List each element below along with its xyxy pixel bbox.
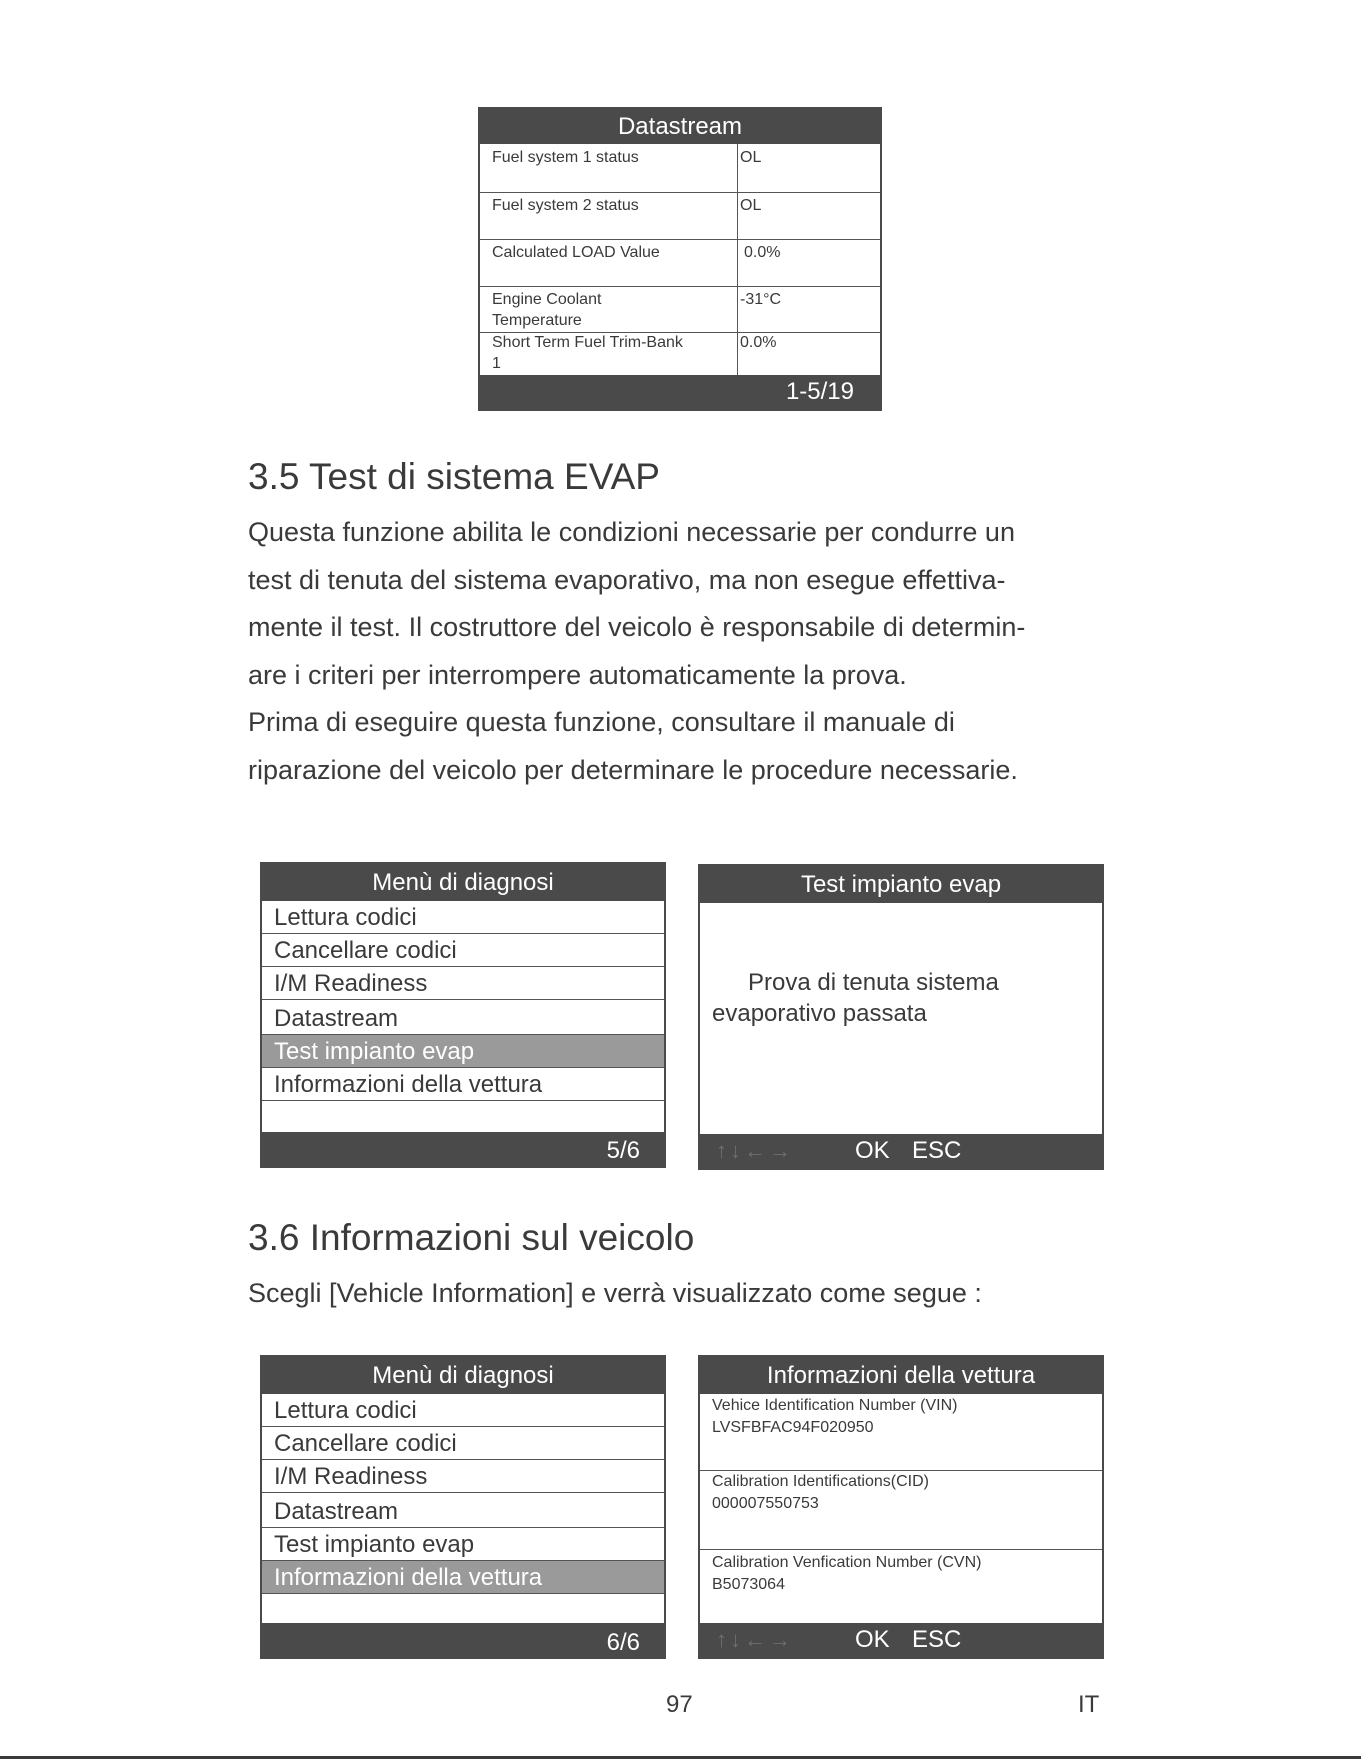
cid-label: Calibration Identifications(CID) bbox=[712, 1473, 929, 1490]
vin-value: LVSFBFAC94F020950 bbox=[712, 1419, 874, 1436]
parameter-name: Fuel system 2 status bbox=[492, 197, 639, 214]
arrow-keys-icon: ↑↓←→ bbox=[716, 1138, 794, 1163]
ok-button[interactable]: OK bbox=[855, 1626, 890, 1653]
paragraph-line: mente il test. Il costruttore del veicolo è responsabile di determin- bbox=[248, 612, 1026, 642]
parameter-name: Fuel system 1 status bbox=[492, 149, 639, 166]
paragraph-line: Prima di eseguire questa funzione, consultare il manuale di bbox=[248, 707, 955, 737]
datastream-row bbox=[480, 332, 880, 377]
datastream-row bbox=[480, 286, 880, 333]
paragraph-line: riparazione del veicolo per determinare le procedure necessarie. bbox=[248, 754, 1018, 785]
menu-footer bbox=[262, 1623, 664, 1657]
parameter-value: 0.0% bbox=[744, 244, 781, 261]
page-indicator: 6/6 bbox=[606, 1629, 640, 1656]
menu-item-test-impianto-evap[interactable]: Test impianto evap bbox=[262, 1035, 664, 1068]
page-number: 97 bbox=[666, 1691, 693, 1718]
evap-title: Test impianto evap bbox=[700, 866, 1102, 903]
diagnosis-menu-screen bbox=[260, 862, 666, 1168]
section-heading: 3.5 Test di sistema EVAP bbox=[248, 456, 660, 497]
datastream-footer bbox=[480, 375, 880, 409]
bottom-rule bbox=[0, 1756, 1361, 1759]
vin-label: Vehice Identification Number (VIN) bbox=[712, 1397, 958, 1414]
evap-test-screen bbox=[698, 864, 1104, 1170]
ok-button[interactable]: OK bbox=[855, 1137, 890, 1164]
nav-footer bbox=[700, 1134, 1102, 1168]
menu-item-datastream[interactable]: Datastream bbox=[262, 1493, 664, 1528]
menu-item-lettura-codici[interactable]: Lettura codici bbox=[262, 901, 664, 934]
language-code: IT bbox=[1078, 1691, 1100, 1718]
section-paragraph bbox=[248, 509, 1128, 794]
menu-title: Menù di diagnosi bbox=[262, 864, 664, 901]
message-line: evaporativo passata bbox=[712, 1000, 927, 1027]
vehicle-info-screen bbox=[698, 1355, 1104, 1659]
parameter-value: OL bbox=[740, 149, 762, 166]
diagnosis-menu-screen bbox=[260, 1355, 666, 1659]
section-paragraph bbox=[248, 1270, 1128, 1318]
evap-result-message bbox=[712, 967, 999, 1029]
paragraph-line: Scegli [Vehicle Information] e verrà visualizzato come segue : bbox=[248, 1278, 982, 1308]
parameter-value: OL bbox=[740, 197, 762, 214]
datastream-row bbox=[480, 192, 880, 240]
esc-button[interactable]: ESC bbox=[912, 1137, 962, 1164]
paragraph-line: Questa funzione abilita le condizioni necessarie per condurre un bbox=[248, 517, 1015, 547]
cid-block bbox=[700, 1470, 1102, 1550]
datastream-screen bbox=[478, 107, 882, 411]
nav-footer bbox=[700, 1623, 1102, 1657]
menu-item-lettura-codici[interactable]: Lettura codici bbox=[262, 1394, 664, 1427]
parameter-name: Short Term Fuel Trim-Bank 1 bbox=[492, 334, 683, 372]
datastream-row bbox=[480, 239, 880, 287]
menu-item-informazioni-vettura[interactable]: Informazioni della vettura bbox=[262, 1068, 664, 1101]
cvn-block bbox=[700, 1549, 1102, 1625]
cvn-value: B5073064 bbox=[712, 1576, 785, 1593]
datastream-row bbox=[480, 144, 880, 193]
menu-item-cancellare-codici[interactable]: Cancellare codici bbox=[262, 1427, 664, 1460]
datastream-title: Datastream bbox=[480, 109, 880, 144]
cid-value: 000007550753 bbox=[712, 1495, 819, 1512]
menu-item-cancellare-codici[interactable]: Cancellare codici bbox=[262, 934, 664, 967]
menu-item-datastream[interactable]: Datastream bbox=[262, 1000, 664, 1035]
vehicle-info-title: Informazioni della vettura bbox=[700, 1357, 1102, 1394]
menu-item-test-impianto-evap[interactable]: Test impianto evap bbox=[262, 1528, 664, 1561]
menu-item-im-readiness[interactable]: I/M Readiness bbox=[262, 967, 664, 1000]
esc-button[interactable]: ESC bbox=[912, 1626, 962, 1653]
arrow-keys-icon: ↑↓←→ bbox=[716, 1627, 794, 1652]
menu-item-informazioni-vettura[interactable]: Informazioni della vettura bbox=[262, 1561, 664, 1594]
menu-footer bbox=[262, 1132, 664, 1166]
parameter-name: Calculated LOAD Value bbox=[492, 244, 660, 261]
message-line: Prova di tenuta sistema bbox=[748, 969, 999, 996]
parameter-name: Engine Coolant Temperature bbox=[492, 291, 602, 329]
page-indicator: 5/6 bbox=[606, 1137, 640, 1164]
menu-title: Menù di diagnosi bbox=[262, 1357, 664, 1394]
paragraph-line: are i criteri per interrompere automaticamente la prova. bbox=[248, 659, 907, 690]
page-indicator: 1-5/19 bbox=[785, 378, 854, 405]
menu-item-im-readiness[interactable]: I/M Readiness bbox=[262, 1460, 664, 1493]
paragraph-line: test di tenuta del sistema evaporativo, ma non esegue effettiva- bbox=[248, 564, 1006, 595]
cvn-label: Calibration Venfication Number (CVN) bbox=[712, 1554, 982, 1571]
parameter-value: -31°C bbox=[740, 291, 782, 308]
vin-block bbox=[700, 1394, 1102, 1471]
parameter-value: 0.0% bbox=[740, 334, 777, 351]
section-heading: 3.6 Informazioni sul veicolo bbox=[248, 1217, 695, 1258]
